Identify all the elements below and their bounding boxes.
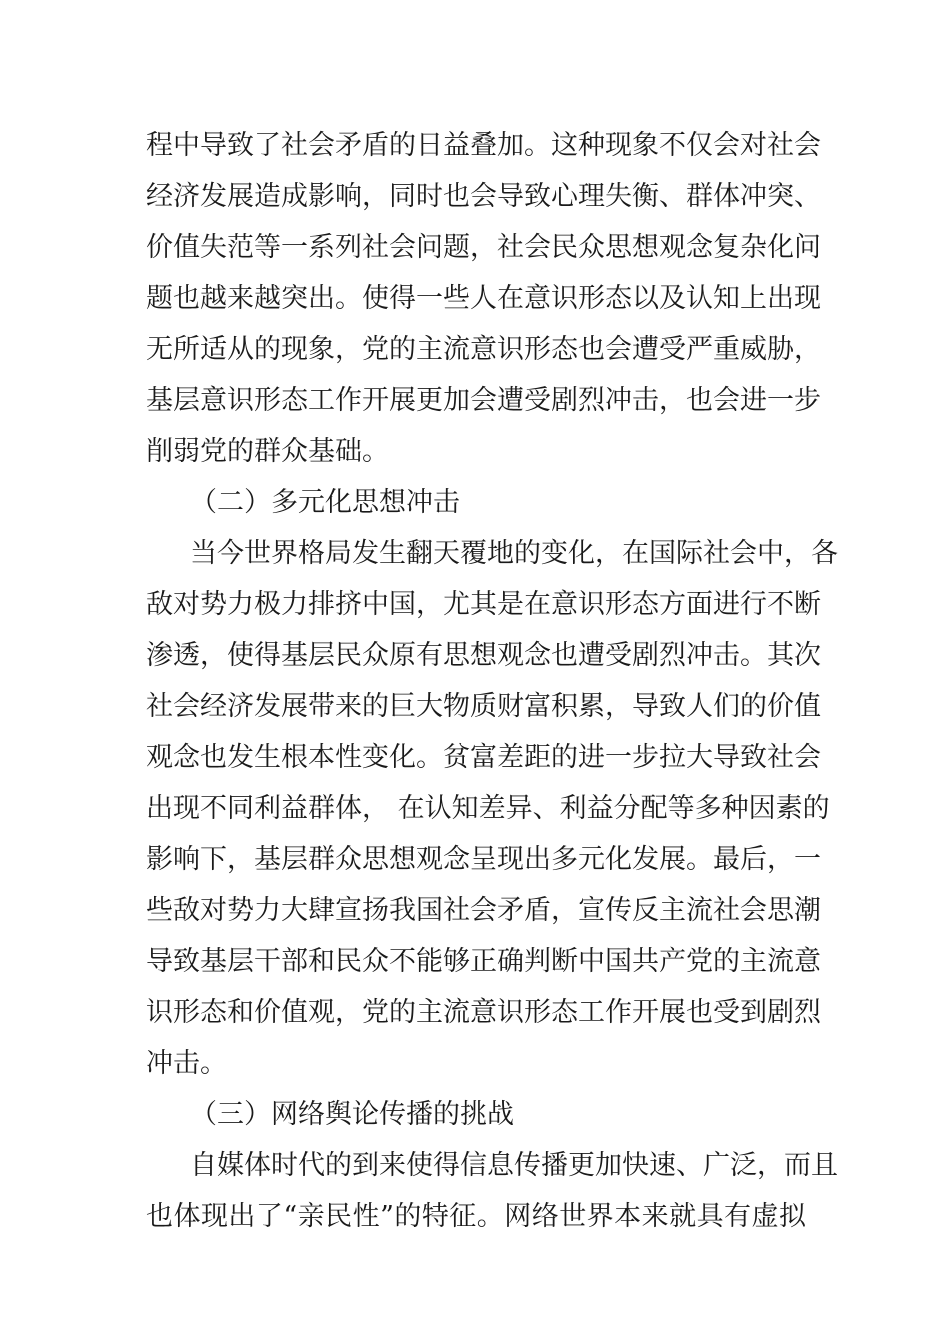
paragraph-2-line-11: 冲击。 <box>146 1048 227 1079</box>
section-heading-2: （二）多元化思想冲击 <box>190 487 460 518</box>
paragraph-2-line-7: 影响下，基层群众思想观念呈现出多元化发展。最后，一 <box>146 844 821 875</box>
paragraph-2-line-6: 出现不同利益群体， 在认知差异、利益分配等多种因素的 <box>146 793 830 824</box>
paragraph-1-line-7: 削弱党的群众基础。 <box>146 436 389 467</box>
paragraph-2-line-2: 敌对势力极力排挤中国，尤其是在意识形态方面进行不断 <box>146 589 821 620</box>
paragraph-2-line-8: 些敌对势力大肆宣扬我国社会矛盾，宣传反主流社会思潮 <box>146 895 821 926</box>
paragraph-3-line-2: 也体现出了“亲民性”的特征。网络世界本来就具有虚拟 <box>146 1201 806 1232</box>
paragraph-1-line-6: 基层意识形态工作开展更加会遭受剧烈冲击，也会进一步 <box>146 385 821 416</box>
paragraph-1-line-1: 程中导致了社会矛盾的日益叠加。这种现象不仅会对社会 <box>146 130 821 161</box>
paragraph-1-line-2: 经济发展造成影响，同时也会导致心理失衡、群体冲突、 <box>146 181 821 212</box>
paragraph-3-line-1: 自媒体时代的到来使得信息传播更加快速、广泛，而且 <box>190 1150 838 1181</box>
paragraph-2-line-9: 导致基层干部和民众不能够正确判断中国共产党的主流意 <box>146 946 821 977</box>
paragraph-2-line-3: 渗透，使得基层民众原有思想观念也遭受剧烈冲击。其次 <box>146 640 821 671</box>
paragraph-2-line-10: 识形态和价值观，党的主流意识形态工作开展也受到剧烈 <box>146 997 821 1028</box>
paragraph-2-line-5: 观念也发生根本性变化。贫富差距的进一步拉大导致社会 <box>146 742 821 773</box>
section-heading-3: （三）网络舆论传播的挑战 <box>190 1099 514 1130</box>
paragraph-1-line-4: 题也越来越突出。使得一些人在意识形态以及认知上出现 <box>146 283 821 314</box>
paragraph-1-line-5: 无所适从的现象，党的主流意识形态也会遭受严重威胁， <box>146 334 821 365</box>
paragraph-1-line-3: 价值失范等一系列社会问题，社会民众思想观念复杂化问 <box>146 232 821 263</box>
paragraph-2-line-1: 当今世界格局发生翻天覆地的变化，在国际社会中，各 <box>190 538 838 569</box>
paragraph-2-line-4: 社会经济发展带来的巨大物质财富积累，导致人们的价值 <box>146 691 821 722</box>
